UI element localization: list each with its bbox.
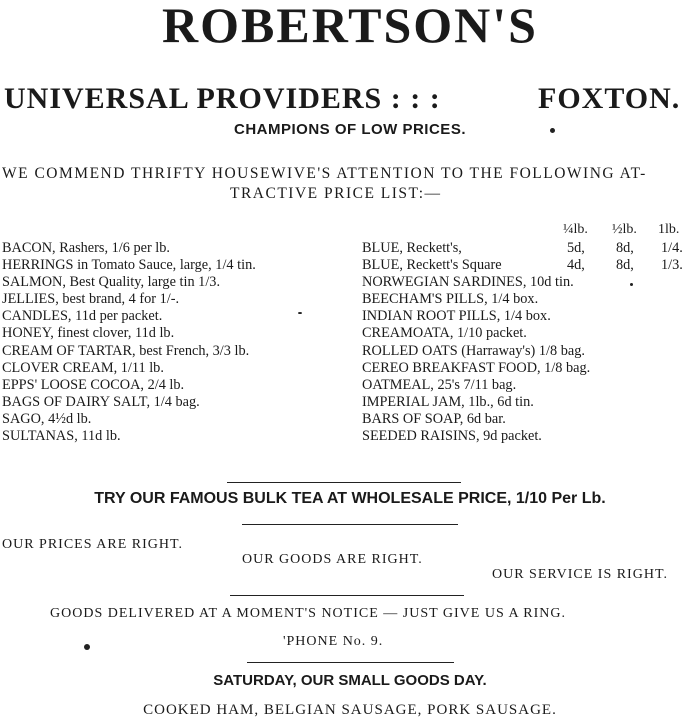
list-item: EPPS' LOOSE COCOA, 2/4 lb. <box>2 376 185 393</box>
ink-speck <box>298 312 302 314</box>
town-name: FOXTON. <box>538 82 681 115</box>
right-price-list <box>362 240 590 445</box>
list-item: CANDLES, 11d per packet. <box>2 308 163 325</box>
delivery-notice: GOODS DELIVERED AT A MOMENT'S NOTICE — JUST GIVE US A RING. <box>50 606 567 621</box>
blue-square-price-quarter: 4d, <box>567 257 585 273</box>
slogan-service: OUR SERVICE IS RIGHT. <box>492 567 668 582</box>
blue-square-price-half: 8d, <box>616 257 634 273</box>
list-item: CREAMOATA, 1/10 packet. <box>362 325 527 342</box>
intro-line-2: TRACTIVE PRICE LIST:— <box>230 185 442 202</box>
divider <box>230 595 464 596</box>
list-item: JELLIES, best brand, 4 for 1/-. <box>2 291 180 308</box>
list-item: BARS OF SOAP, 6d bar. <box>362 410 506 427</box>
list-item: BLUE, Reckett's, <box>362 240 462 256</box>
small-goods-list: COOKED HAM, BELGIAN SAUSAGE, PORK SAUSAGE. <box>143 702 557 718</box>
blue-price-quarter: 5d, <box>567 240 585 256</box>
phone-number: 'PHONE No. 9. <box>283 634 384 649</box>
price-header-pound: 1lb. <box>658 222 680 237</box>
list-item: BACON, Rashers, 1/6 per lb. <box>2 240 170 256</box>
divider <box>247 662 454 663</box>
list-item: CREAM OF TARTAR, best French, 3/3 lb. <box>2 342 250 359</box>
store-title: ROBERTSON'S <box>162 0 538 53</box>
price-header-quarter: ¼lb. <box>563 222 588 237</box>
left-price-list <box>2 240 256 445</box>
price-header-half: ½lb. <box>612 222 637 237</box>
divider <box>242 524 458 525</box>
list-item: SAGO, 4½d lb. <box>2 410 92 427</box>
slogan-goods: OUR GOODS ARE RIGHT. <box>242 552 423 567</box>
ink-speck <box>550 128 555 133</box>
list-item: BAGS OF DAIRY SALT, 1/4 bag. <box>2 393 200 410</box>
list-item: IMPERIAL JAM, 1lb., 6d tin. <box>362 393 534 410</box>
list-item: CEREO BREAKFAST FOOD, 1/8 bag. <box>362 359 591 376</box>
list-item: BLUE, Reckett's Square <box>362 257 502 274</box>
list-item: CLOVER CREAM, 1/11 lb. <box>2 359 164 376</box>
list-item: SEEDED RAISINS, 9d packet. <box>362 428 542 445</box>
list-item: HERRINGS in Tomato Sauce, large, 1/4 tin. <box>2 257 256 274</box>
intro-line-1: WE COMMEND THRIFTY HOUSEWIVE'S ATTENTION TO THE FOLLOWING AT- <box>2 165 647 182</box>
list-item: ROLLED OATS (Harraway's) 1/8 bag. <box>362 342 585 359</box>
champions-subtitle: CHAMPIONS OF LOW PRICES. <box>233 121 466 138</box>
list-item: NORWEGIAN SARDINES, 10d tin. <box>362 274 574 291</box>
universal-providers-heading: UNIVERSAL PROVIDERS : : : <box>4 82 441 115</box>
ink-speck <box>84 644 90 650</box>
blue-price-half: 8d, <box>616 240 634 256</box>
slogan-prices: OUR PRICES ARE RIGHT. <box>2 537 183 552</box>
list-item: BEECHAM'S PILLS, 1/4 box. <box>362 291 539 308</box>
blue-price-pound: 1/4. <box>661 240 683 256</box>
saturday-heading: SATURDAY, OUR SMALL GOODS DAY. <box>213 672 487 689</box>
tea-offer: TRY OUR FAMOUS BULK TEA AT WHOLESALE PRICE, 1/10 Per Lb. <box>94 490 606 507</box>
blue-square-price-pound: 1/3. <box>661 257 683 273</box>
list-item: HONEY, finest clover, 11d lb. <box>2 325 175 342</box>
list-item: SULTANAS, 11d lb. <box>2 428 121 445</box>
ink-speck <box>630 283 633 286</box>
list-item: OATMEAL, 25's 7/11 bag. <box>362 376 517 393</box>
list-item: SALMON, Best Quality, large tin 1/3. <box>2 274 221 291</box>
list-item: INDIAN ROOT PILLS, 1/4 box. <box>362 308 551 325</box>
divider <box>227 482 461 483</box>
